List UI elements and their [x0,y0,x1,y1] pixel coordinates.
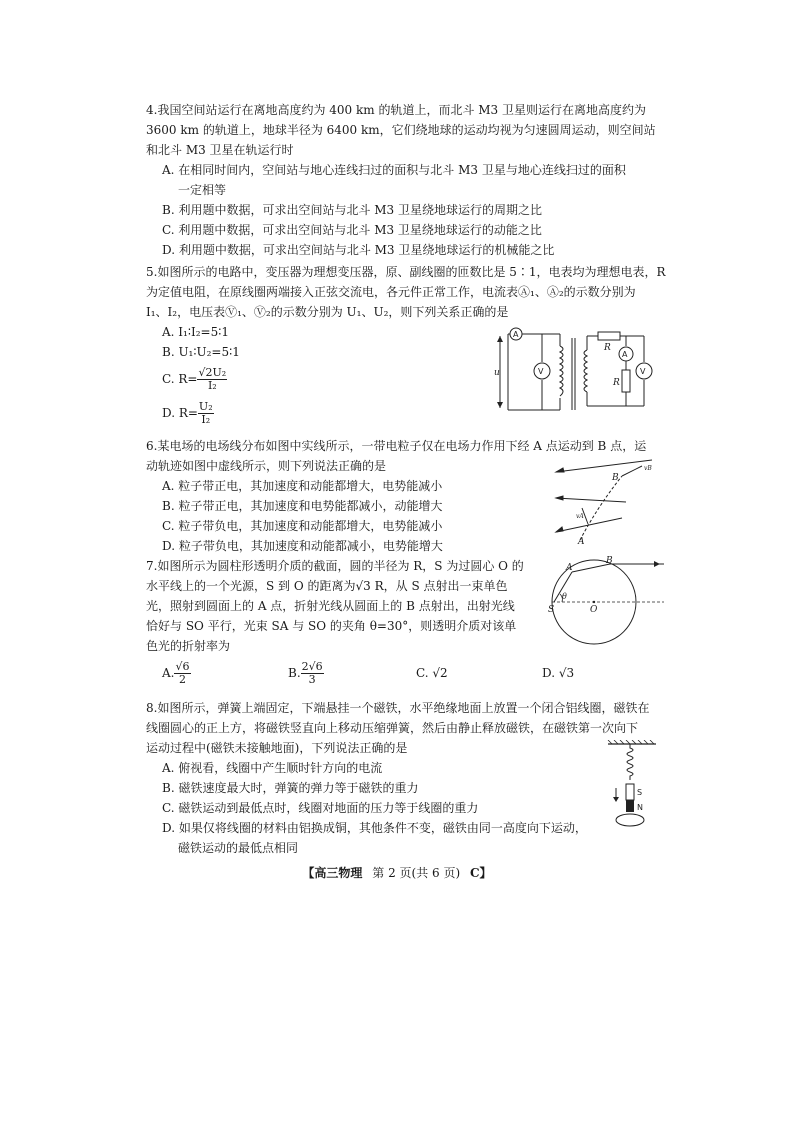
question-7-option-a-fraction [174,661,190,686]
question-8-option-d-cont: 磁铁运动的最低点相同 [178,841,299,855]
question-7-stem-2: 水平线上的一个光源，S 到 O 的距离为√3 R，从 S 点射出一束单色 [146,579,508,593]
question-8-option-c: C. 磁铁运动到最低点时，线圈对地面的压力等于线圈的重力 [162,801,479,815]
question-6-option-a: A. 粒子带正电，其加速度和动能都增大，电势能减小 [162,479,443,493]
footer-version: C】 [470,866,492,880]
question-4-option-a-cont: 一定相等 [178,183,227,197]
field-point-a-label: A [578,537,585,546]
question-7-stem-4: 恰好与 SO 平行，光束 SA 与 SO 的夹角 θ=30°，则透明介质对该单 [146,619,517,633]
magnet-n-label: N [637,803,643,812]
refraction-circle-figure [548,556,668,656]
field-va-label: vA [576,513,584,520]
circuit-ammeter-1-label: A [513,330,519,339]
question-8-option-b: B. 磁铁速度最大时，弹簧的弹力等于磁铁的重力 [162,781,419,795]
field-point-b-label: B [612,473,619,483]
question-5-option-c-prefix: C. R= [162,372,198,386]
question-4-stem-3: 和北斗 M3 卫星在轨运行时 [146,143,294,157]
question-5-option-c-denominator: I₂ [207,379,217,392]
question-7-option-b-denominator: 3 [308,673,316,686]
question-4-stem-2: 3600 km 的轨道上，地球半径为 6400 km，它们绕地球的运动均视为匀速圆周运动，则空间站 [146,123,656,137]
circuit-r1-label: R [604,343,611,353]
question-7-option-a-prefix: A. [162,666,175,680]
question-5-option-d-fraction [198,401,214,426]
question-7-option-a [162,656,191,690]
magnet-s-label: S [637,788,643,797]
question-5-stem-1: 5.如图所示的电路中，变压器为理想变压器，原、副线圈的匝数比是 5∶1，电表均为理想电表，R [146,265,666,279]
refraction-theta-label: θ [562,592,567,601]
question-5-option-d-prefix: D. R= [162,406,198,420]
question-8-stem-1: 8.如图所示，弹簧上端固定，下端悬挂一个磁铁，水平绝缘地面上放置一个闭合铝线圈，磁铁在 [146,701,650,715]
question-5-option-b: B. U₁∶U₂=5∶1 [162,345,240,359]
refraction-point-s-label: S [548,605,555,615]
refraction-point-o-label: O [590,605,598,615]
question-7-option-b-prefix: B. [288,666,301,680]
question-7-option-b-fraction [301,661,324,686]
question-8 [146,698,666,858]
question-4-option-d: D. 利用题中数据，可求出空间站与北斗 M3 卫星绕地球运行的机械能之比 [162,243,555,257]
electric-field-figure [552,458,658,546]
question-7-option-c: C. √2 [416,666,448,680]
question-5-option-d-denominator: I₂ [201,413,211,426]
question-7-option-d: D. √3 [542,666,575,680]
circuit-ammeter-2-label: A [622,350,628,359]
question-4-option-a: A. 在相同时间内，空间站与地心连线扫过的面积与北斗 M3 卫星与地心连线扫过的面积 [162,163,626,177]
footer-page-number: 第 2 页(共 6 页) [372,866,461,880]
question-8-option-d: D. 如果仅将线圈的材料由铝换成铜，其他条件不变，磁铁由同一高度向下运动， [162,821,587,835]
circuit-voltmeter-2-label: V [640,367,646,376]
circuit-r2-label: R [613,378,620,388]
question-5-option-c-numerator: √2U₂ [198,366,227,379]
question-8-stem-2: 线圈圆心的正上方，将磁铁竖直向上移动压缩弹簧，然后由静止释放磁铁，在磁铁第一次向下 [146,721,639,735]
question-6-stem-2: 动轨迹如图中虚线所示，则下列说法正确的是 [146,459,387,473]
question-8-stem-3: 运动过程中(磁铁未接触地面)，下列说法正确的是 [146,741,408,755]
question-7-stem-3: 光，照射到圆面上的 A 点，折射光线从圆面上的 B 点射出，出射光线 [146,599,515,613]
question-7-stem-5: 色光的折射率为 [146,639,231,653]
refraction-point-a-label: A [566,563,573,573]
question-4-option-b: B. 利用题中数据，可求出空间站与北斗 M3 卫星绕地球运行的周期之比 [162,203,543,217]
refraction-point-b-label: B [606,556,613,566]
question-7-option-b [288,656,324,690]
question-5-option-d-numerator: U₂ [198,400,213,413]
question-5-option-c-fraction [197,367,227,392]
question-7-option-b-numerator: 2√6 [301,660,323,673]
question-7-option-a-numerator: √6 [175,660,190,673]
circuit-voltmeter-1-label: V [538,367,544,376]
question-4-option-c: C. 利用题中数据，可求出空间站与北斗 M3 卫星绕地球运行的动能之比 [162,223,542,237]
footer-subject: 【高三物理 [302,866,363,880]
question-4-stem-1: 4.我国空间站运行在离地高度约为 400 km 的轨道上，而北斗 M3 卫星则运行在离地高度约为 [146,103,647,117]
question-5-option-a: A. I₁∶I₂=5∶1 [162,325,229,339]
question-6-option-d: D. 粒子带负电，其加速度和动能都减小，电势能增大 [162,539,443,553]
question-7-option-a-denominator: 2 [178,673,186,686]
page-footer [0,864,794,881]
question-5-stem-2: 为定值电阻，在原线圈两端接入正弦交流电，各元件正常工作，电流表Ⓐ₁、Ⓐ₂的示数分别为 [146,285,636,299]
transformer-circuit-figure [494,326,658,416]
question-6-option-b: B. 粒子带正电，其加速度和电势能都减小，动能增大 [162,499,443,513]
question-8-option-a: A. 俯视看，线圈中产生顺时针方向的电流 [162,761,383,775]
question-6-stem-1: 6.某电场的电场线分布如图中实线所示，一带电粒子仅在电场力作用下经 A 点运动到 B 点，运 [146,439,647,453]
spring-magnet-figure [604,740,660,830]
question-7-options [146,656,666,690]
question-4 [146,100,666,260]
question-5-stem-3: I₁、I₂，电压表Ⓥ₁、Ⓥ₂的示数分别为 U₁、U₂，则下列关系正确的是 [146,305,509,319]
circuit-u-label: u [494,368,500,378]
field-vb-label: vB [644,465,652,472]
question-7-stem-1: 7.如图所示为圆柱形透明介质的截面，圆的半径为 R，S 为过圆心 O 的 [146,559,524,573]
question-6-option-c: C. 粒子带负电，其加速度和动能都增大，电势能减小 [162,519,443,533]
